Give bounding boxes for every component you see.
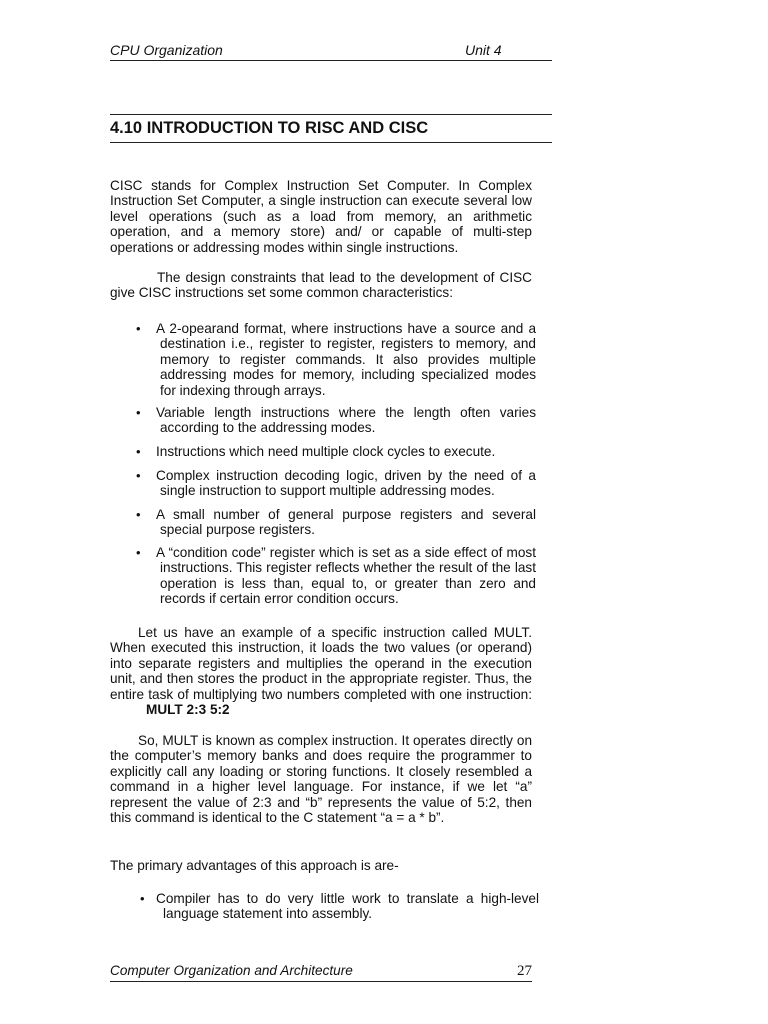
list-item: A 2-opearand format, where instructions have a source and a destination i.e., register to register, registers to memory, and memory to register commands. It also provides multiple addressing modes for memory, including specialized modes for indexing through arrays. [156, 321, 536, 398]
bullet-marker: • [140, 891, 145, 906]
list-item: A small number of general purpose registers and several special purpose registers. [156, 507, 536, 538]
paragraph-mult-example [110, 625, 532, 717]
bullet-marker: • [136, 507, 141, 522]
paragraph-advantages-intro: The primary advantages of this approach is are- [110, 858, 399, 873]
bullet-marker: • [136, 405, 141, 420]
section-title: 4.10 INTRODUCTION TO RISC AND CISC [110, 114, 552, 143]
header-chapter: CPU Organization [110, 42, 223, 58]
page-number: 27 [517, 963, 532, 979]
footer-book-title: Computer Organization and Architecture [110, 963, 353, 978]
mult-command: MULT 2:3 5:2 [146, 702, 230, 718]
bullet-marker: • [136, 545, 141, 560]
list-item: A “condition code” register which is set as a side effect of most instructions. This register reflects whether the result of the last operation is less than, equal to, or greater than zero and records if certain error condition occurs. [156, 545, 536, 607]
list-item: Compiler has to do very little work to translate a high-level language statement into assembly. [156, 891, 539, 922]
paragraph-cisc-definition: CISC stands for Complex Instruction Set Computer. In Complex Instruction Set Computer, a single instruction can execute several low level operations (such as a load from memory, an arithmetic operation, and a memory store) and/ or capable of multi-step operations or addressing modes within single instructions. [110, 178, 532, 255]
paragraph-design-constraints: The design constraints that lead to the development of CISC give CISC instructions set some common characteristics: [110, 270, 532, 301]
header-unit: Unit 4 [465, 42, 502, 58]
page-footer [110, 963, 532, 982]
list-item: Variable length instructions where the length often varies according to the addressing modes. [156, 405, 536, 436]
list-item: Instructions which need multiple clock cycles to execute. [156, 444, 496, 459]
bullet-marker: • [136, 321, 141, 336]
paragraph-mult-complex: So, MULT is known as complex instruction. It operates directly on the computer’s memory banks and does require the programmer to explicitly call any loading or storing functions. It closely resembled a command in a higher level language. For instance, if we let “a” represent the value of 2:3 and “b” represents the value of 5:2, then this command is identical to the C statement “a = a * b”. [110, 733, 532, 826]
bullet-marker: • [136, 468, 141, 483]
mult-example-text: Let us have an example of a specific instruction called MULT. When executed this instruction, it loads the two values (or operand) into separate registers and multiplies the operand in the execution unit, and then stores the product in the appropriate register. Thus, the entire task of multiplying two numbers completed with one instruction: [110, 625, 532, 702]
page-header [110, 41, 552, 61]
bullet-marker: • [136, 444, 141, 459]
list-item: Complex instruction decoding logic, driven by the need of a single instruction to support multiple addressing modes. [156, 468, 536, 499]
